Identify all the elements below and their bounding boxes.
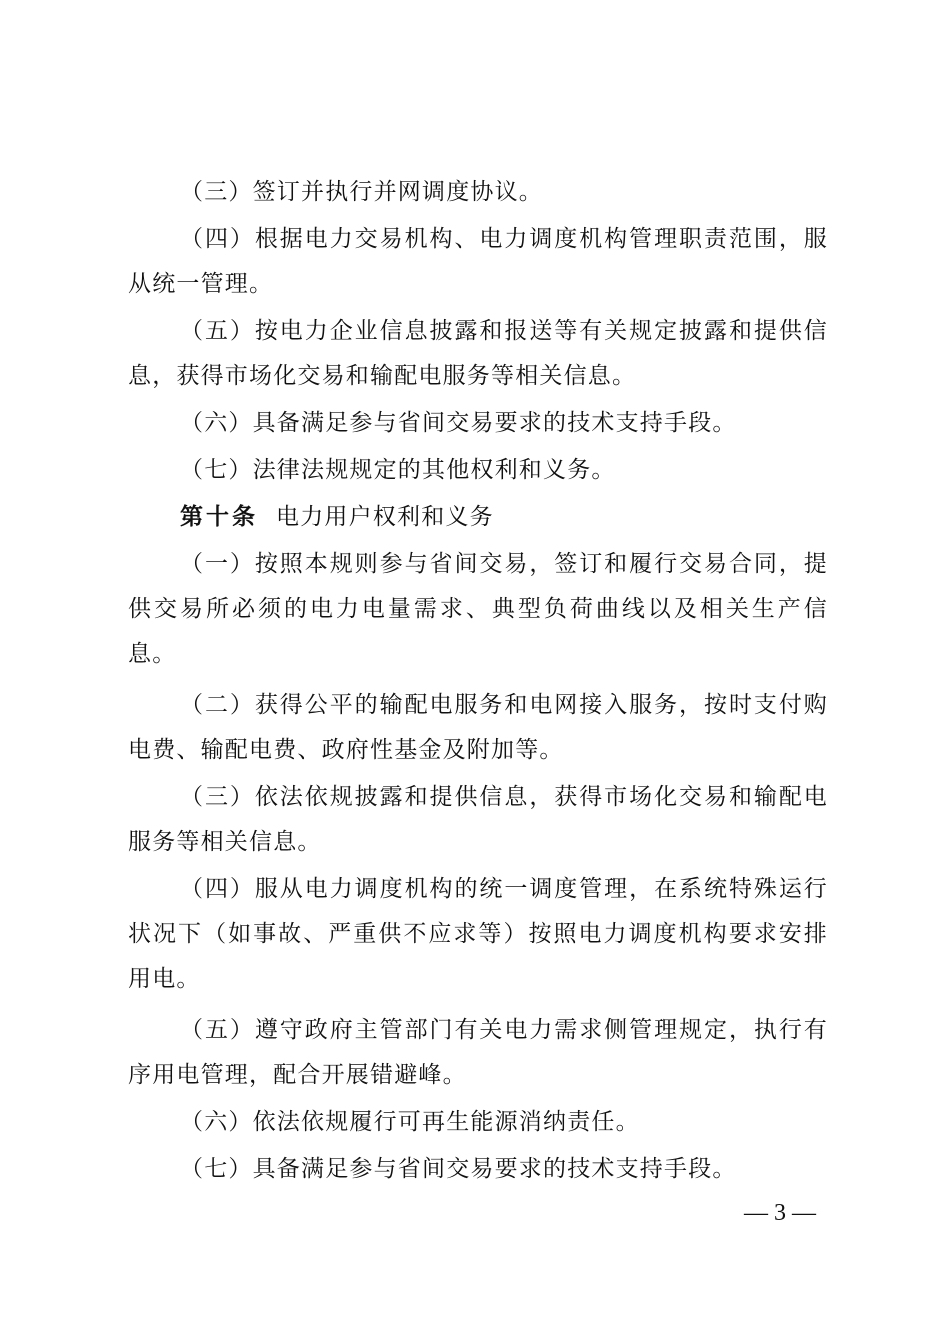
user-duty-item-2: （二）获得公平的输配电服务和电网接入服务，按时支付购电费、输配电费、政府性基金及附加等。 <box>128 692 828 763</box>
user-duty-item-6: （六）依法依规履行可再生能源消纳责任。 <box>180 1109 640 1135</box>
user-duty-item-4: （四）服从电力调度机构的统一调度管理，在系统特殊运行状况下（如事故、严重供不应求等）按照电力调度机构要求安排用电。 <box>128 876 828 992</box>
user-duty-item-3: （三）依法依规披露和提供信息，获得市场化交易和输配电服务等相关信息。 <box>128 784 828 855</box>
document-body <box>128 170 828 1194</box>
article-number: 第十条 <box>180 504 258 530</box>
paragraph-item-7: （七）法律法规规定的其他权利和义务。 <box>180 457 616 483</box>
paragraph-item-6: （六）具备满足参与省间交易要求的技术支持手段。 <box>180 410 737 436</box>
user-duty-item-1: （一）按照本规则参与省间交易，签订和履行交易合同，提供交易所必须的电力电量需求、典型负荷曲线以及相关生产信息。 <box>128 551 828 667</box>
paragraph-item-3: （三）签订并执行并网调度协议。 <box>180 179 543 205</box>
page-number: — 3 — <box>744 1200 816 1226</box>
user-duty-item-5: （五）遵守政府主管部门有关电力需求侧管理规定，执行有序用电管理，配合开展错避峰。 <box>128 1017 828 1088</box>
article-title: 电力用户权利和义务 <box>276 504 494 530</box>
user-duty-item-7: （七）具备满足参与省间交易要求的技术支持手段。 <box>180 1156 737 1182</box>
article-heading <box>128 495 828 540</box>
paragraph-item-4: （四）根据电力交易机构、电力调度机构管理职责范围，服从统一管理。 <box>128 226 828 297</box>
paragraph-item-5: （五）按电力企业信息披露和报送等有关规定披露和提供信息，获得市场化交易和输配电服务等相关信息。 <box>128 318 828 389</box>
